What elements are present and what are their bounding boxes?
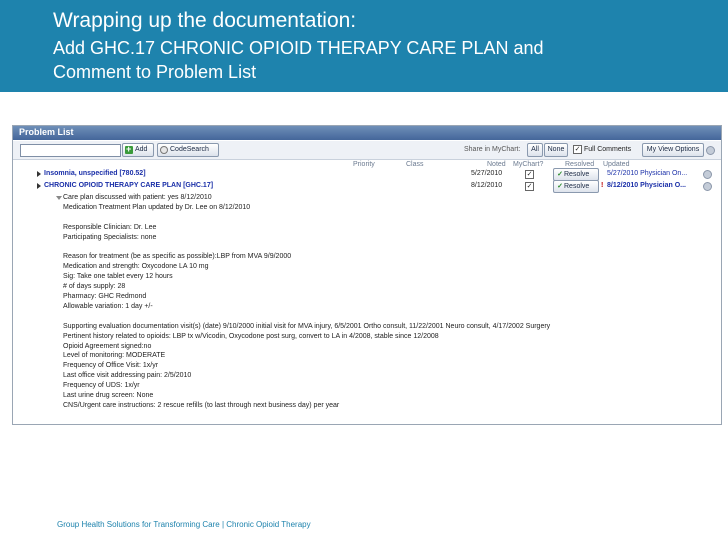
mychart-checkbox[interactable]: ✓ xyxy=(526,183,533,190)
comment-line: Last urine drug screen: None xyxy=(63,392,154,399)
my-view-options-button[interactable] xyxy=(642,143,704,157)
comment-line: # of days supply: 28 xyxy=(63,283,126,291)
share-none-label: None xyxy=(547,146,565,153)
slide-footer: Group Health Solutions for Transforming Care | Chronic Opioid Therapy xyxy=(57,520,311,529)
share-all-button[interactable] xyxy=(527,143,543,157)
slide-title: Wrapping up the documentation: xyxy=(53,9,357,32)
share-mychart-label: Share in MyChart: xyxy=(464,146,521,153)
comment-line: Participating Specialists: none xyxy=(63,233,157,241)
problem-name[interactable]: Insomnia, unspecified [780.52] xyxy=(44,170,146,177)
slide-title-banner xyxy=(0,0,728,92)
add-button[interactable] xyxy=(122,143,154,157)
checkmark-icon: ✓ xyxy=(557,171,563,178)
comment-line: Reason for treatment (be as specific as possible):LBP from MVA 9/9/2000 xyxy=(63,253,292,261)
slide-subtitle-line2: Comment to Problem List xyxy=(53,62,257,82)
share-all-label: All xyxy=(531,146,539,153)
full-comments-checkbox[interactable]: ✓ xyxy=(574,146,581,153)
updated-info[interactable]: 5/27/2010 Physician On... xyxy=(607,170,688,177)
slide-subtitle-line1: Add GHC.17 CHRONIC OPIOID THERAPY CARE PLAN and xyxy=(53,38,544,58)
comment-line: Last office visit addressing pain: 2/5/2010 xyxy=(63,372,192,380)
panel-titlebar xyxy=(13,126,721,140)
comment-line: Level of monitoring: MODERATE xyxy=(63,352,166,360)
panel-title: Problem List xyxy=(19,127,74,137)
comment-line: Pertinent history related to opioids: LBP tx w/Vicodin, Oxycodone post surg, convert to LA in 4/2008, stable since 12/2008 xyxy=(63,332,439,340)
full-comments-label: Full Comments xyxy=(584,146,632,153)
collapse-arrow-icon[interactable] xyxy=(56,196,62,200)
share-none-button[interactable] xyxy=(544,143,568,157)
comment-line: Medication Treatment Plan updated by Dr. Lee on 8/12/2010 xyxy=(63,203,251,211)
row-options-icon[interactable] xyxy=(703,182,712,191)
column-resolved[interactable]: Resolved xyxy=(565,161,595,168)
help-icon[interactable] xyxy=(706,146,715,155)
column-priority[interactable]: Priority xyxy=(353,161,375,168)
add-icon xyxy=(125,146,133,154)
updated-info[interactable]: 8/12/2010 Physician O... xyxy=(607,182,686,189)
comment-line: Allowable variation: 1 day +/- xyxy=(63,302,153,310)
comment-line: Opioid Agreement signed:no xyxy=(63,342,152,350)
priority-flag-icon: ! xyxy=(601,182,604,189)
resolve-button-label: Resolve xyxy=(564,171,590,178)
column-updated[interactable]: Updated xyxy=(603,161,630,168)
problem-search-input[interactable] xyxy=(20,144,121,157)
mychart-checkbox[interactable]: ✓ xyxy=(526,171,533,178)
codesearch-button[interactable] xyxy=(157,143,219,157)
column-class[interactable]: Class xyxy=(406,161,424,168)
comment-line: Supporting evaluation documentation visit(s) (date) 9/10/2000 initial visit for MVA injury, 6/5/2001 Ortho consult, 11/22/2001 Neuro consult, 4/17/2002 Surgery xyxy=(63,322,551,330)
comment-line: Frequency of UDS: 1x/yr xyxy=(63,382,140,390)
comment-line: Sig: Take one tablet every 12 hours xyxy=(63,273,173,281)
column-mychart[interactable]: MyChart? xyxy=(513,161,544,168)
resolve-button[interactable] xyxy=(553,180,599,193)
my-view-options-label: My View Options xyxy=(646,146,700,153)
comment-line: Pharmacy: GHC Redmond xyxy=(63,293,147,300)
resolve-button-label: Resolve xyxy=(564,183,590,190)
comment-line: Care plan discussed with patient: yes 8/12/2010 xyxy=(63,194,212,201)
search-icon xyxy=(160,146,168,154)
comment-line: Frequency of Office Visit: 1x/yr xyxy=(63,362,159,370)
codesearch-button-label: CodeSearch xyxy=(170,146,209,153)
comment-line: Medication and strength: Oxycodone LA 10 mg xyxy=(63,263,209,271)
add-button-label: Add xyxy=(135,146,148,153)
comment-line: CNS/Urgent care instructions: 2 rescue refills (to last through next business day) per year xyxy=(63,401,340,409)
row-options-icon[interactable] xyxy=(703,170,712,179)
column-noted[interactable]: Noted xyxy=(487,161,506,168)
problem-list-toolbar xyxy=(13,141,721,160)
noted-date: 8/12/2010 xyxy=(471,182,503,189)
problem-name[interactable]: CHRONIC OPIOID THERAPY CARE PLAN [GHC.17] xyxy=(44,182,214,189)
expand-arrow-icon[interactable] xyxy=(37,183,41,189)
checkmark-icon: ✓ xyxy=(557,183,563,190)
noted-date: 5/27/2010 xyxy=(471,170,503,177)
problem-list-panel xyxy=(12,125,722,425)
comment-line: Responsible Clinician: Dr. Lee xyxy=(63,223,157,231)
expand-arrow-icon[interactable] xyxy=(37,171,41,177)
